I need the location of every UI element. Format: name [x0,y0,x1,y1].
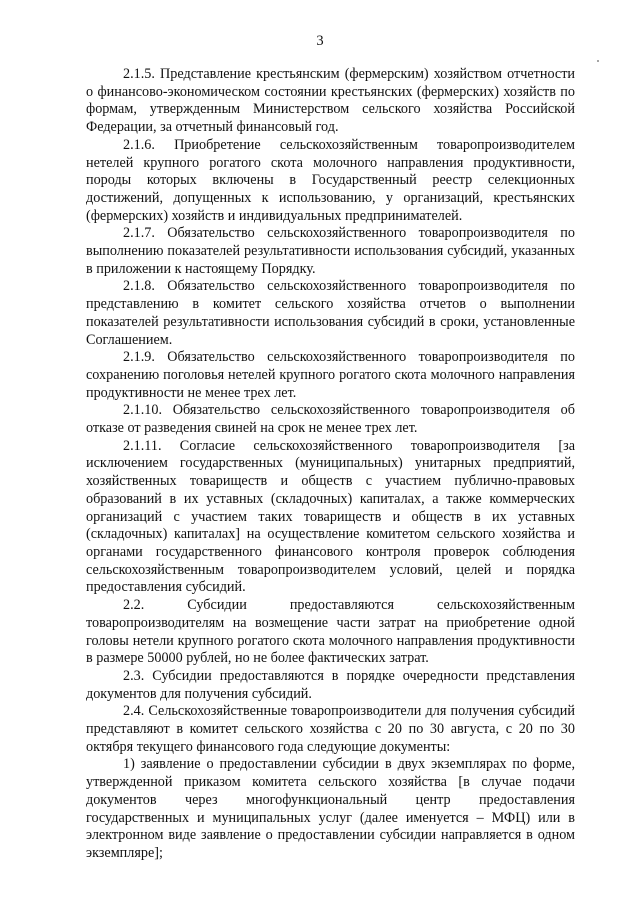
list-item-1: 1) заявление о предоставлении субсидии в двух экземплярах по форме, утвержденной приказом комитета сельского хозяйства [в случае подачи документов через многофункциональный центр предоставления государственных и муниципальных услуг (далее именуется – МФЦ) или в электронном виде заявление о предоставлении субсидии направляется в одном экземпляре]; [86,756,575,861]
document-body [86,66,575,863]
paragraph-2-1-11: 2.1.11. Согласие сельскохозяйственного товаропроизводителя [за исключением государственных (муниципальных) унитарных предприятий, хозяйственных товариществ и обществ с участием публично-правовых образований в их уставных (складочных) капиталах, а также коммерческих организаций с участием таких товариществ и обществ в их уставных (складочных) капиталах] на осуществление комитетом сельского хозяйства и органами государственного финансового контроля проверок соблюдения сельскохозяйственным товаропроизводителем условий, целей и порядка предоставления субсидий. [86,437,575,596]
scan-speck [597,60,599,62]
paragraph-2-1-7: 2.1.7. Обязательство сельскохозяйственного товаропроизводителя по выполнению показателей результативности использования субсидий, указанных в приложении к настоящему Порядку. [86,225,575,277]
paragraph-2-1-10: 2.1.10. Обязательство сельскохозяйственного товаропроизводителя об отказе от разведения свиней на срок не менее трех лет. [86,402,575,437]
paragraph-2-1-5: 2.1.5. Представление крестьянским (фермерским) хозяйством отчетности о финансово-экономическом состоянии крестьянских (фермерских) хозяйств по формам, утвержденным Министерством сельского хозяйства Российской Федерации, за отчетный финансовый год. [86,66,575,136]
paragraph-2-1-8: 2.1.8. Обязательство сельскохозяйственного товаропроизводителя по представлению в комитет сельского хозяйства отчетов о выполнении показателей результативности использования субсидий в сроки, установленные Соглашением. [86,278,575,348]
paragraph-2-3: 2.3. Субсидии предоставляются в порядке очередности представления документов для получения субсидий. [86,667,575,702]
page-number: 3 [316,33,324,49]
paragraph-2-2: 2.2. Субсидии предоставляются сельскохозяйственным товаропроизводителям на возмещение части затрат на приобретение одной головы нетели крупного рогатого скота молочного направления продуктивности в размере 50000 рублей, но не более фактических затрат. [86,597,575,667]
paragraph-2-1-6: 2.1.6. Приобретение сельскохозяйственным товаропроизводителем нетелей крупного рогатого скота молочного направления продуктивности, породы которых включены в Государственный реестр селекционных достижений, допущенных к использованию, у организаций, крестьянских (фермерских) хозяйств и индивидуальных предпринимателей. [86,136,575,224]
paragraph-2-4: 2.4. Сельскохозяйственные товаропроизводители для получения субсидий представляют в комитет сельского хозяйства с 20 по 30 августа, с 20 по 30 октября текущего финансового года следующие документы: [86,703,575,755]
paragraph-2-1-9: 2.1.9. Обязательство сельскохозяйственного товаропроизводителя по сохранению поголовья нетелей крупного рогатого скота молочного направления продуктивности не менее трех лет. [86,349,575,401]
